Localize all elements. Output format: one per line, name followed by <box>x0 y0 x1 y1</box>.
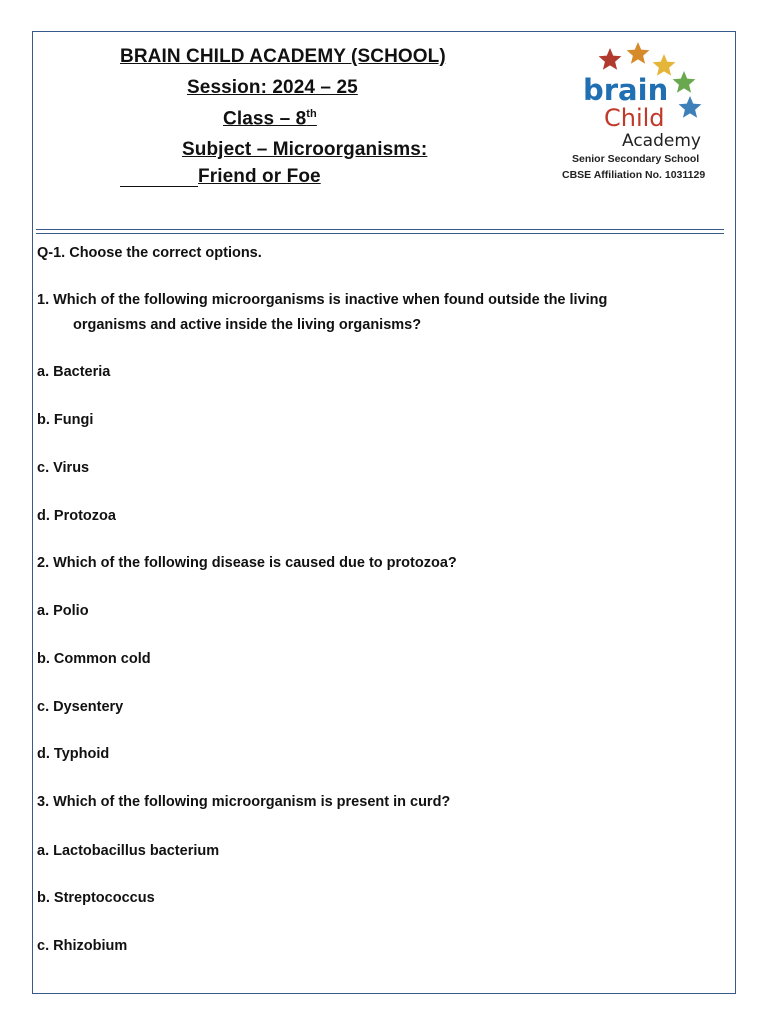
question-1: 1. Which of the following microorganisms is inactive when found outside the living <box>37 292 608 308</box>
logo-word-academy: Academy <box>622 131 701 151</box>
star-icon <box>599 48 622 70</box>
star-icon <box>627 42 650 64</box>
divider <box>36 233 724 234</box>
q1-option-d: d. Protozoa <box>37 508 116 524</box>
q2-option-d: d. Typhoid <box>37 746 110 762</box>
logo-word-brain: brain <box>583 73 669 107</box>
q1-option-b: b. Fungi <box>37 412 94 428</box>
logo-affiliation: CBSE Affiliation No. 1031129 <box>562 169 706 181</box>
star-icon <box>679 96 702 118</box>
q3-option-a: a. Lactobacillus bacterium <box>37 843 220 859</box>
q3-option-c: c. Rhizobium <box>37 938 128 954</box>
q1-option-c: c. Virus <box>37 460 90 476</box>
q2-option-b: b. Common cold <box>37 651 151 667</box>
school-name: BRAIN CHILD ACADEMY (SCHOOL) <box>120 46 446 67</box>
subject-title: Subject – Microorganisms: <box>182 139 428 160</box>
section-title: Q-1. Choose the correct options. <box>37 245 262 261</box>
question-2: 2. Which of the following disease is caused due to protozoa? <box>37 555 457 571</box>
session: Session: 2024 – 25 <box>187 77 358 98</box>
logo-tagline: Senior Secondary School <box>572 153 700 165</box>
q2-option-c: c. Dysentery <box>37 699 124 715</box>
q3-option-b: b. Streptococcus <box>37 890 155 906</box>
question-3: 3. Which of the following microorganism is present in curd? <box>37 794 451 810</box>
heading-underline <box>120 186 198 187</box>
divider <box>36 229 724 230</box>
logo-word-child: Child <box>604 104 665 132</box>
class-label: Class – 8th <box>223 108 317 130</box>
subject-subtitle: Friend or Foe <box>198 166 321 187</box>
q2-option-a: a. Polio <box>37 603 89 619</box>
q1-option-a: a. Bacteria <box>37 364 111 380</box>
school-logo <box>560 40 740 190</box>
question-1-cont: organisms and active inside the living organisms? <box>73 317 422 333</box>
star-icon <box>673 71 696 93</box>
